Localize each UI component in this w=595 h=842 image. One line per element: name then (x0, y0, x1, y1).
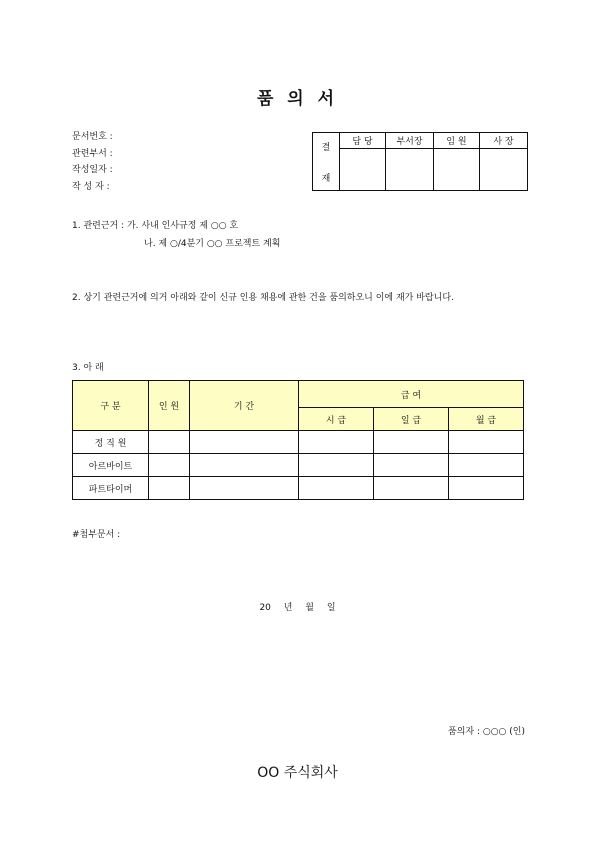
approval-sign-staff[interactable] (340, 149, 386, 191)
approval-table (312, 132, 528, 191)
cell-hourly[interactable] (299, 454, 374, 477)
company-name: OO 주식회사 (257, 765, 338, 781)
approval-col-president: 사 장 (480, 133, 528, 149)
date-label: 작성일자 : (72, 165, 113, 175)
section-1-line-2: 나. 제 ○/4분기 ○○ 프로젝트 계획 (144, 239, 281, 249)
cell-period[interactable] (190, 431, 299, 454)
section-2-text: 2. 상기 관련근거에 의거 아래와 같이 신규 인용 채용에 관한 건을 품의하오니 이에 재가 바랍니다. (72, 293, 454, 303)
cell-monthly[interactable] (449, 477, 524, 500)
hiring-table (72, 380, 524, 500)
table-row (73, 477, 524, 500)
approval-sign-manager[interactable] (386, 149, 434, 191)
approval-col-staff: 담 당 (340, 133, 386, 149)
approval-label: 결 재 (313, 133, 340, 191)
section-1 (72, 218, 280, 252)
cell-hourly[interactable] (299, 431, 374, 454)
author-label: 작 성 자 : (72, 181, 110, 192)
cell-daily[interactable] (374, 454, 449, 477)
cell-count[interactable] (149, 454, 190, 477)
cell-period[interactable] (190, 477, 299, 500)
table-row (73, 454, 524, 477)
cell-daily[interactable] (374, 431, 449, 454)
row-label: 정 직 원 (73, 431, 149, 454)
section-1-line-1: 1. 관련근거 : 가. 사내 인사규정 제 ○○ 호 (72, 221, 239, 231)
dept-label: 관련부서 : (72, 148, 113, 159)
date-line: 20 년 월 일 (259, 603, 336, 613)
requester-line: 품의자 : ○○○ (인) (448, 727, 525, 737)
section-3-heading: 3. 아 래 (72, 363, 104, 373)
header-pay: 급 여 (299, 381, 524, 408)
approval-col-manager: 부서장 (386, 133, 434, 149)
cell-hourly[interactable] (299, 477, 374, 500)
header-period: 기 간 (190, 381, 299, 431)
table-row (73, 431, 524, 454)
approval-sign-executive[interactable] (434, 149, 480, 191)
cell-monthly[interactable] (449, 431, 524, 454)
header-hourly: 시 급 (299, 408, 374, 431)
doc-number-label: 문서번호 : (72, 132, 113, 142)
header-daily: 일 급 (374, 408, 449, 431)
header-count: 인 원 (149, 381, 190, 431)
header-category: 구 분 (73, 381, 149, 431)
attachment-label: #첨부문서 : (72, 530, 121, 540)
cell-count[interactable] (149, 477, 190, 500)
cell-count[interactable] (149, 431, 190, 454)
header-monthly: 월 급 (449, 408, 524, 431)
row-label: 아르바이트 (73, 454, 149, 477)
approval-sign-president[interactable] (480, 149, 528, 191)
document-title: 품 의 서 (256, 89, 339, 109)
cell-daily[interactable] (374, 477, 449, 500)
row-label: 파트타이머 (73, 477, 149, 500)
cell-period[interactable] (190, 454, 299, 477)
document-meta (72, 129, 113, 195)
approval-col-executive: 임 원 (434, 133, 480, 149)
cell-monthly[interactable] (449, 454, 524, 477)
